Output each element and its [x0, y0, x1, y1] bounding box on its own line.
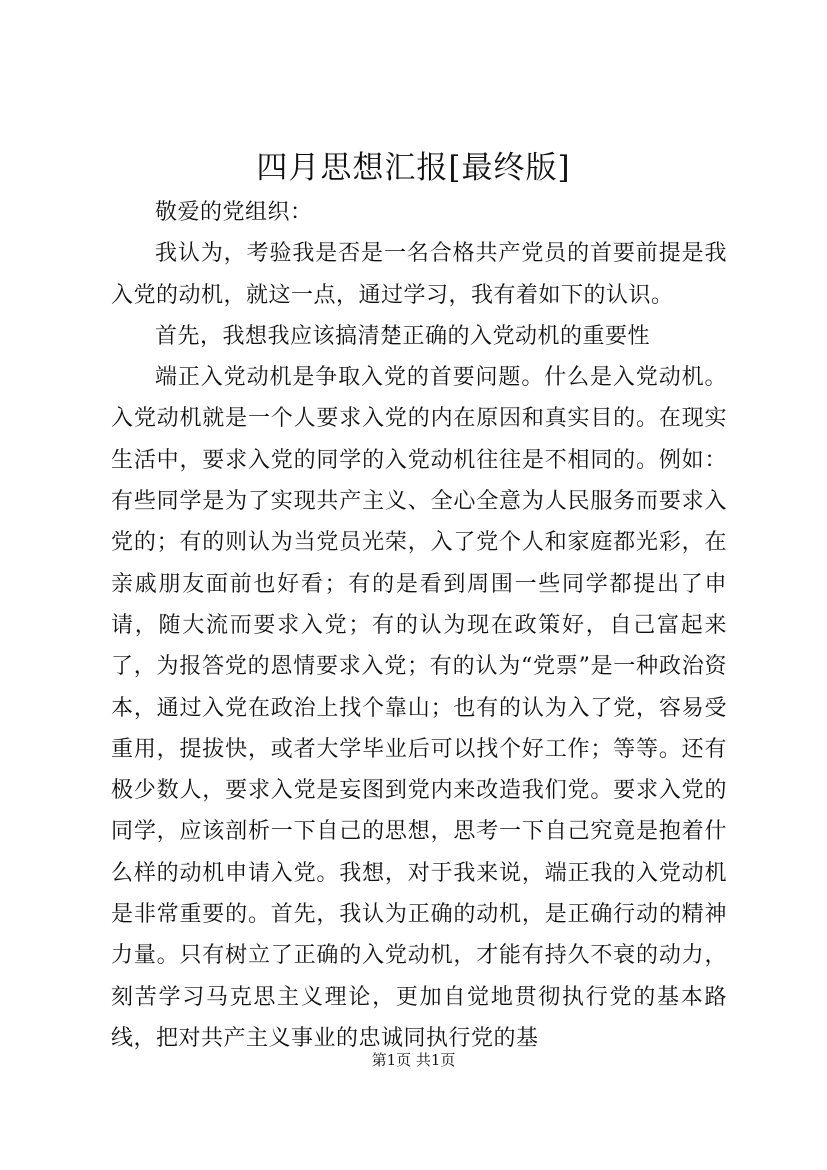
salutation: 敬爱的党组织：: [155, 200, 313, 225]
document-title: 四月思想汇报[最终版]: [256, 150, 571, 186]
document-body: [111, 192, 727, 1059]
paragraph: 首先，我想我应该搞清楚正确的入党动机的重要性: [155, 323, 651, 349]
page-number-footer: 第1页 共1页: [371, 1051, 456, 1069]
paragraph: 我认为，考验我是否是一名合格共产党员的首要前提是我入党的动机，就这一点，通过学习，我有着如下的认识。: [111, 241, 727, 308]
paragraph: 端正入党动机是争取入党的首要问题。什么是入党动机。入党动机就是一个人要求入党的内在原因和真实目的。在现实生活中，要求入党的同学的入党动机往往是不相同的。例如：有些同学是为了实现共产主义、全心全意为人民服务而要求入党的；有的则认为当党员光荣，入了党个人和家庭都光彩，在亲戚朋友面前也好看；有的是看到周围一些同学都提出了申请，随大流而要求入党；有的认为现在政策好，自己富起来了，为报答党的恩情要求入党；有的认为“党票”是一种政治资本，通过入党在政治上找个靠山；也有的认为入了党，容易受重用，提拔快，或者大学毕业后可以找个好工作；等等。还有极少数人，要求入党是妄图到党内来改造我们党。要求入党的同学，应该剖析一下自己的思想，思考一下自己究竟是抱着什么样的动机申请入党。我想，对于我来说，端正我的入党动机是非常重要的。首先，我认为正确的动机，是正确行动的精神力量。只有树立了正确的入党动机，才能有持久不衰的动力，刻苦学习马克思主义理论，更加自觉地贯彻执行党的基本路线，把对共产主义事业的忠诚同执行党的基: [111, 365, 727, 1051]
